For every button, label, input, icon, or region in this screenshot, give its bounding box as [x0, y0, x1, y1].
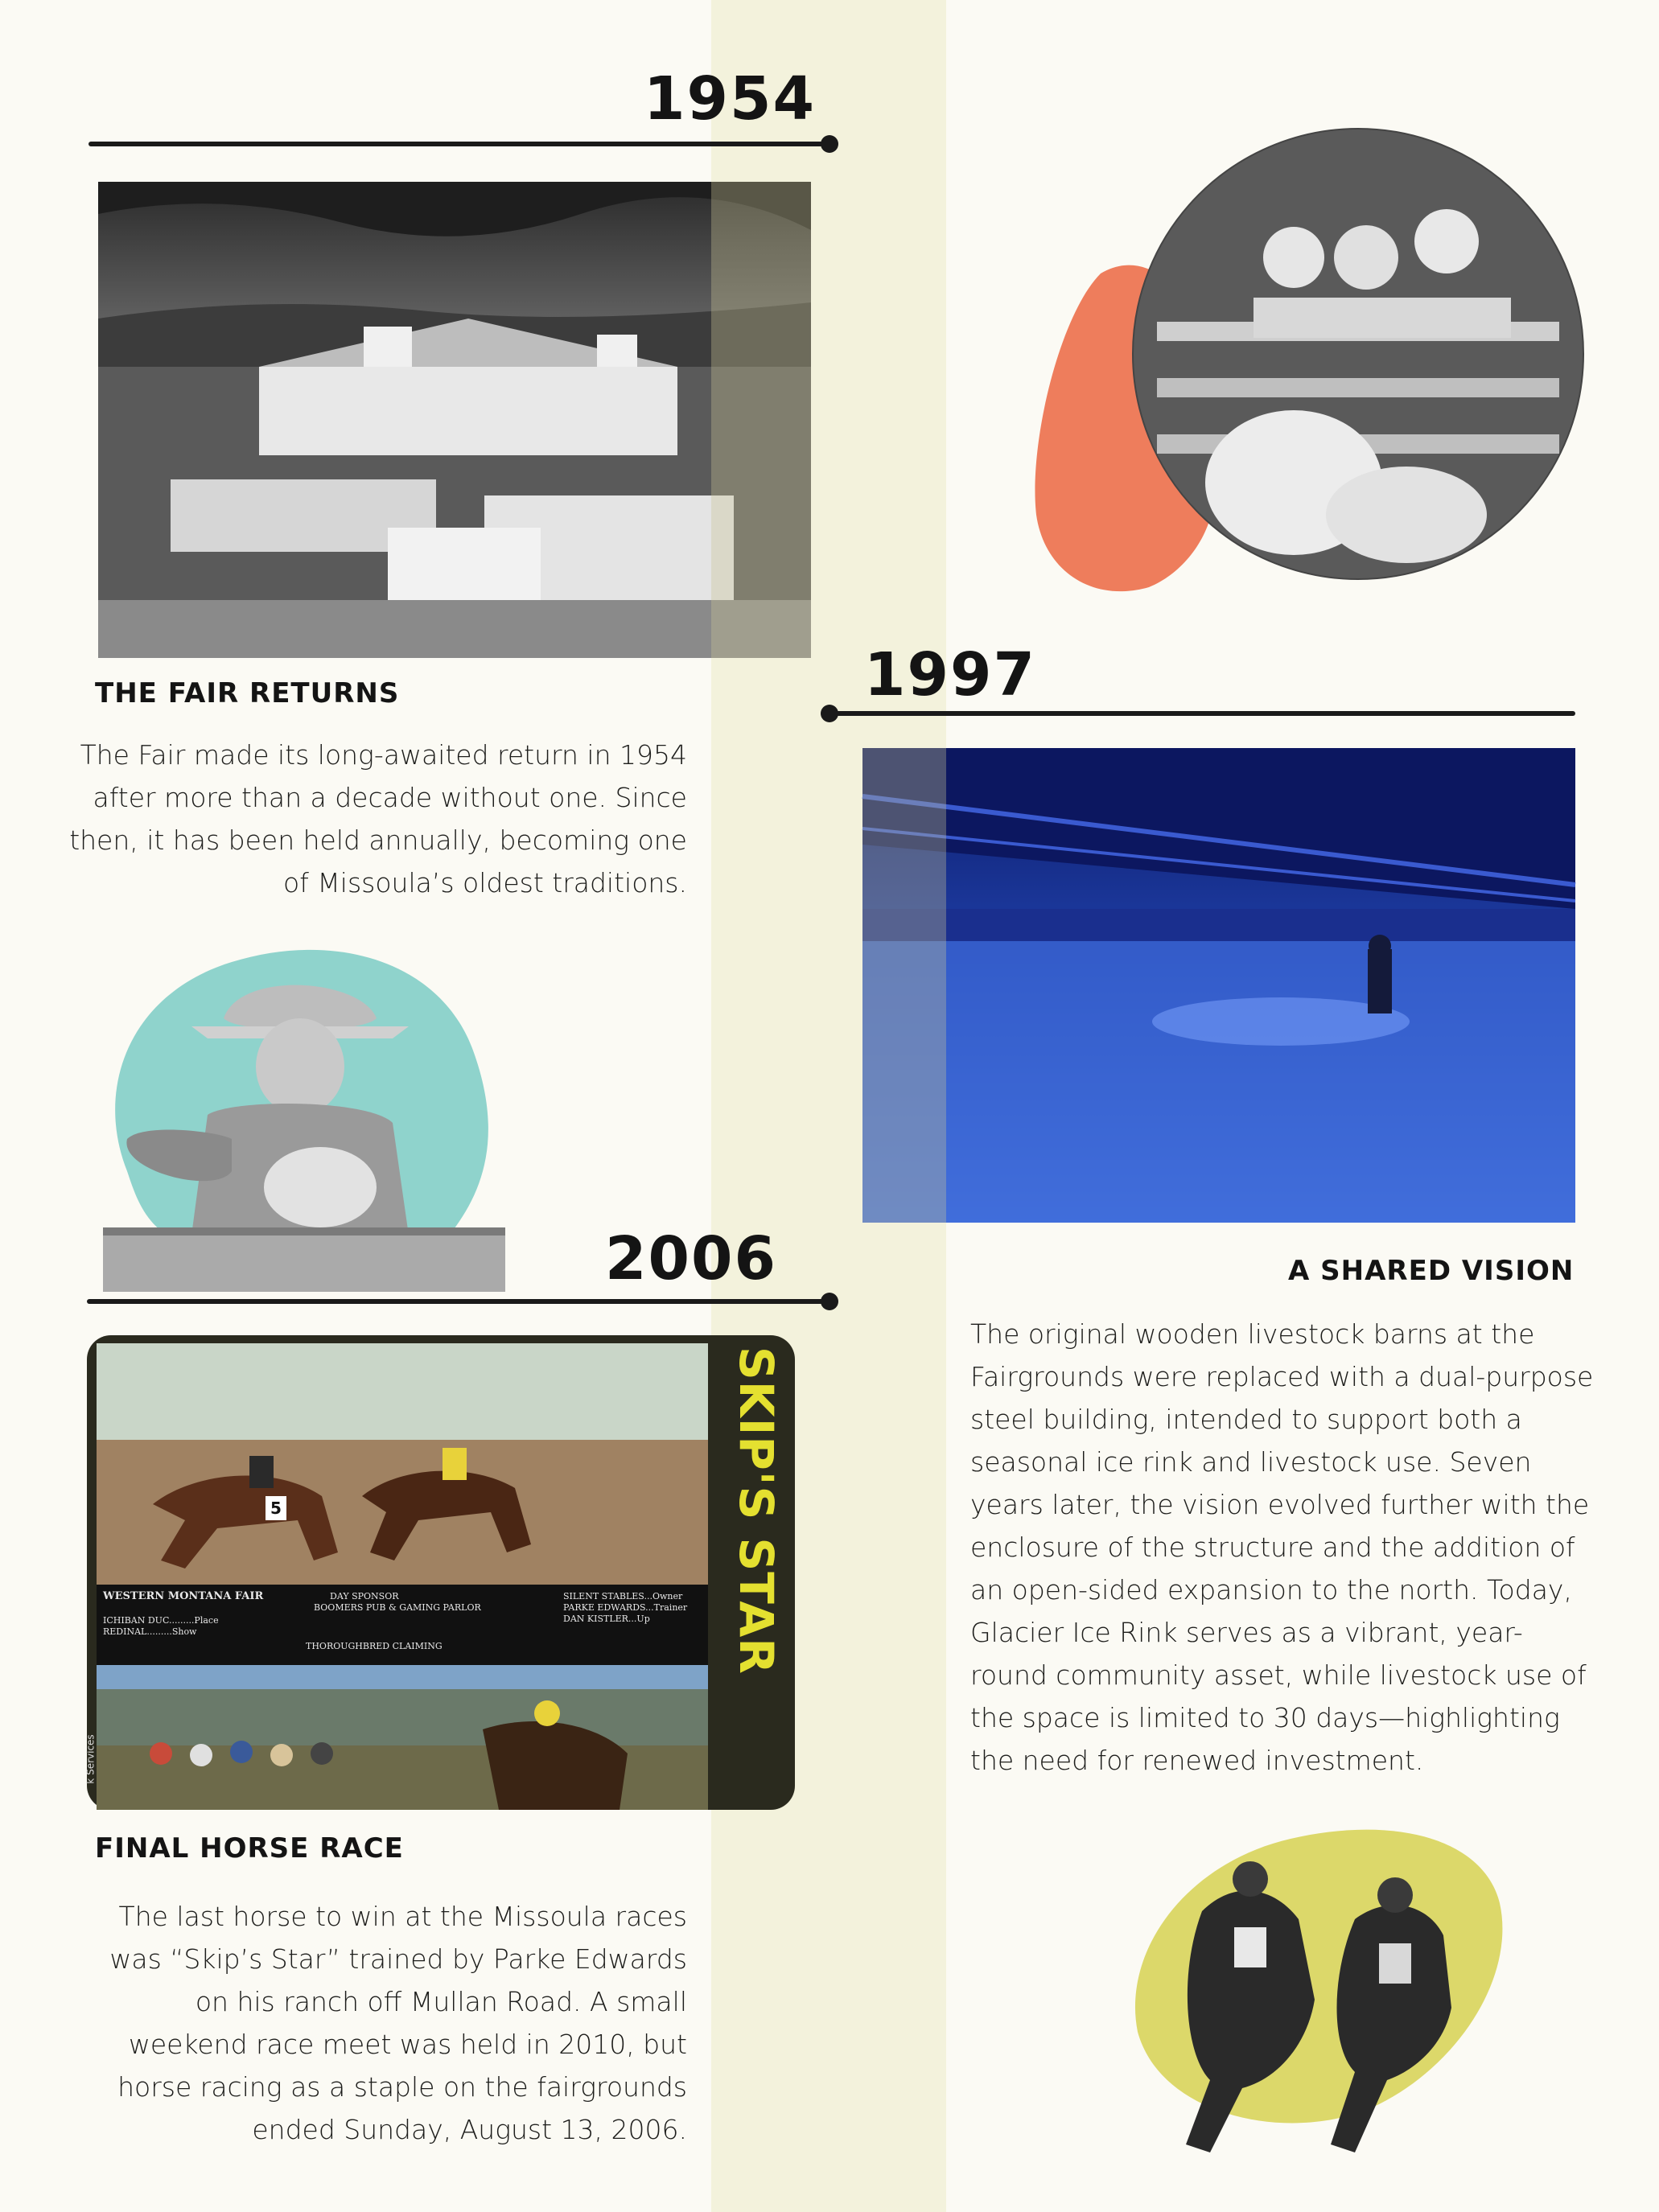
race-results-panel: [97, 1585, 708, 1665]
year-1997: 1997: [864, 640, 1036, 709]
year-1954: 1954: [644, 64, 816, 134]
skips-star-race-photo: [84, 1335, 795, 1810]
fairgrounds-1954-photo: [98, 182, 811, 658]
timeline-dot-2006: [821, 1293, 838, 1310]
racing-horses-illustration: [1114, 1815, 1532, 2193]
body-the-fair-returns: The Fair made its long-awaited return in 1954 after more than a decade without one. Since then, it has been held annually, becoming one of Missoula’s oldest traditions.: [69, 739, 687, 898]
heading-the-fair-returns: THE FAIR RETURNS: [95, 677, 400, 709]
race-sponsor-label: DAY SPONSOR: [330, 1591, 399, 1601]
timeline-line-2006: [87, 1299, 834, 1304]
race-finish-image: [97, 1343, 708, 1585]
heading-a-shared-vision: A SHARED VISION: [1288, 1255, 1575, 1287]
timeline-line-1997: [827, 711, 1575, 716]
winners-circle-image: [97, 1665, 708, 1810]
photo-band-overlay: [862, 748, 946, 1223]
body-final-horse-race: The last horse to win at the Missoula races was “Skip’s Star” trained by Parke Edwards on his ranch off Mullan Road. A small weekend race meet was held in 2010, but horse racing as a staple on the fairgrounds ended Sunday, August 13, 2006.: [109, 1901, 687, 2145]
body-a-shared-vision: The original wooden livestock barns at the Fairgrounds were replaced with a dual-purpose steel building, intended to support both a seasonal ice rink and livestock use. Seven years later, the vision evolved further with the enclosure of the structure and the addition of an open-sided expansion to the north. Today, Glacier Ice Rink serves as a vibrant, year-round community asset, while livestock use of the space is limited to 30 days—highlighting the need for renewed investment.: [970, 1318, 1594, 1776]
race-info: THOROUGHBRED CLAIMING: [306, 1641, 443, 1651]
race-sponsor: BOOMERS PUB & GAMING PARLOR: [314, 1602, 481, 1613]
timeline-dot-1997: [821, 705, 838, 722]
timeline-dot-1954: [821, 135, 838, 153]
race-show: REDINAL.........Show: [103, 1626, 197, 1637]
boys-with-sheep-photo: [1028, 137, 1575, 603]
boy-with-lamb-illustration: [95, 930, 513, 1292]
photo-credit: k Services: [84, 1734, 97, 1784]
timeline-line-1954: [89, 142, 834, 146]
ice-rink-photo: [862, 748, 1575, 1223]
race-jockey: DAN KISTLER...Up: [563, 1614, 650, 1624]
race-place: ICHIBAN DUC.........Place: [103, 1615, 219, 1626]
photo-band-overlay: [711, 182, 811, 658]
saddle-number: 5: [270, 1499, 282, 1518]
year-2006: 2006: [605, 1224, 777, 1293]
race-event-name: WESTERN MONTANA FAIR: [103, 1590, 264, 1602]
heading-final-horse-race: FINAL HORSE RACE: [95, 1832, 404, 1865]
race-owner: SILENT STABLES...Owner: [563, 1591, 683, 1601]
race-trainer: PARKE EDWARDS...Trainer: [563, 1602, 688, 1613]
skips-star-vertical-title: SKIP'S STAR: [729, 1347, 784, 1675]
